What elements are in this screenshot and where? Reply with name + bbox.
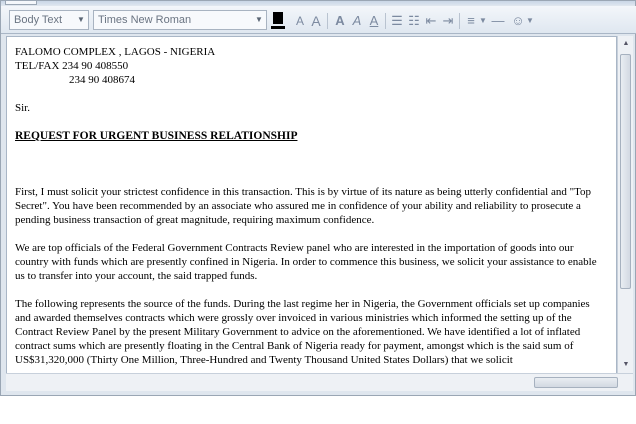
paragraph-1: First, I must solicit your strictest confidence in this transaction. This is by virtue of its nature as being utterly confidential and "Top Secret". You have been recommended by an associate who assured me in confidence of your ability and reliability to prosecute a pending business transaction of great magnitude, requiring maximum confidence. [15, 186, 592, 226]
letter-title: REQUEST FOR URGENT BUSINESS RELATIONSHIP [15, 130, 298, 142]
vertical-scroll-thumb[interactable] [620, 54, 631, 289]
font-combo[interactable] [93, 10, 267, 30]
chevron-down-icon[interactable]: ▼ [526, 16, 534, 25]
header-telfax-line: TEL/FAX 234 90 408550 [15, 60, 129, 72]
horizontal-scroll-thumb[interactable] [534, 377, 618, 388]
toolbar-separator [327, 13, 328, 29]
bullets-icon[interactable]: ☰ [391, 13, 403, 28]
message-body-editor[interactable] [6, 36, 617, 391]
font-color-icon [273, 12, 283, 24]
chevron-down-icon[interactable]: ▼ [255, 15, 263, 24]
scroll-down-icon[interactable]: ▼ [622, 361, 630, 368]
underline-icon[interactable]: A [369, 13, 379, 28]
message-body-text [15, 45, 607, 367]
horizontal-scrollbar[interactable] [6, 373, 633, 391]
style-combo-value: Body Text [14, 14, 63, 26]
paragraph-2: We are top officials of the Federal Government Contracts Review panel who are interested in the importation of goods into our country with funds which are presently confined in Nigeria. In order to commence this business, we solicit your assistance to enable us to transfer into your account, the said trapped funds. [15, 242, 597, 282]
font-combo-value: Times New Roman [98, 14, 192, 26]
toolbar-separator [385, 13, 386, 29]
vertical-scrollbar[interactable] [617, 36, 633, 373]
paragraph-3: The following represents the source of the funds. During the last regime her in Nigeria, the Government officials set up companies and awarded themselves contracts which were grossly over invoiced in various ministries which informed the setting up of the Contract Review Panel by the present Military Government to advice on the aforementioned. We have identified a lot of inflated contract sums which are presently floating in the Central Bank of Nigeria ready for payment, amongst which is the said sum of US$31,320,000 (Thirty One Million, Three-Hundred and Twenty Thousand United States Dollars) that we solicit [15, 298, 590, 366]
decrease-indent-icon[interactable]: ⇤ [425, 13, 437, 28]
align-icon[interactable]: ≡ [467, 13, 475, 28]
header-address-line: FALOMO COMPLEX , LAGOS - NIGERIA [15, 46, 216, 58]
formatting-toolbar [1, 6, 636, 34]
scroll-up-icon[interactable]: ▲ [622, 40, 630, 47]
toolbar-separator [459, 13, 460, 29]
numbering-icon[interactable]: ☷ [408, 13, 420, 28]
horizontal-line-icon[interactable]: — [491, 13, 505, 28]
italic-icon[interactable]: A [352, 13, 362, 28]
salutation: Sir. [15, 102, 30, 114]
style-combo[interactable] [9, 10, 89, 30]
shrink-font-icon[interactable]: A [311, 13, 321, 29]
bold-icon[interactable]: A [335, 13, 345, 28]
font-color-swatch [271, 26, 285, 29]
chevron-down-icon[interactable]: ▼ [77, 15, 85, 24]
chevron-down-icon[interactable]: ▼ [479, 16, 487, 25]
font-color-button[interactable] [271, 12, 287, 30]
title-strip [1, 1, 635, 5]
header-telfax-line-2: 234 90 408674 [69, 74, 135, 86]
increase-indent-icon[interactable]: ⇥ [442, 13, 454, 28]
grow-font-icon[interactable]: A [295, 14, 304, 28]
emoticon-icon[interactable]: ☺ [511, 13, 525, 28]
tab-stub[interactable] [5, 1, 37, 5]
